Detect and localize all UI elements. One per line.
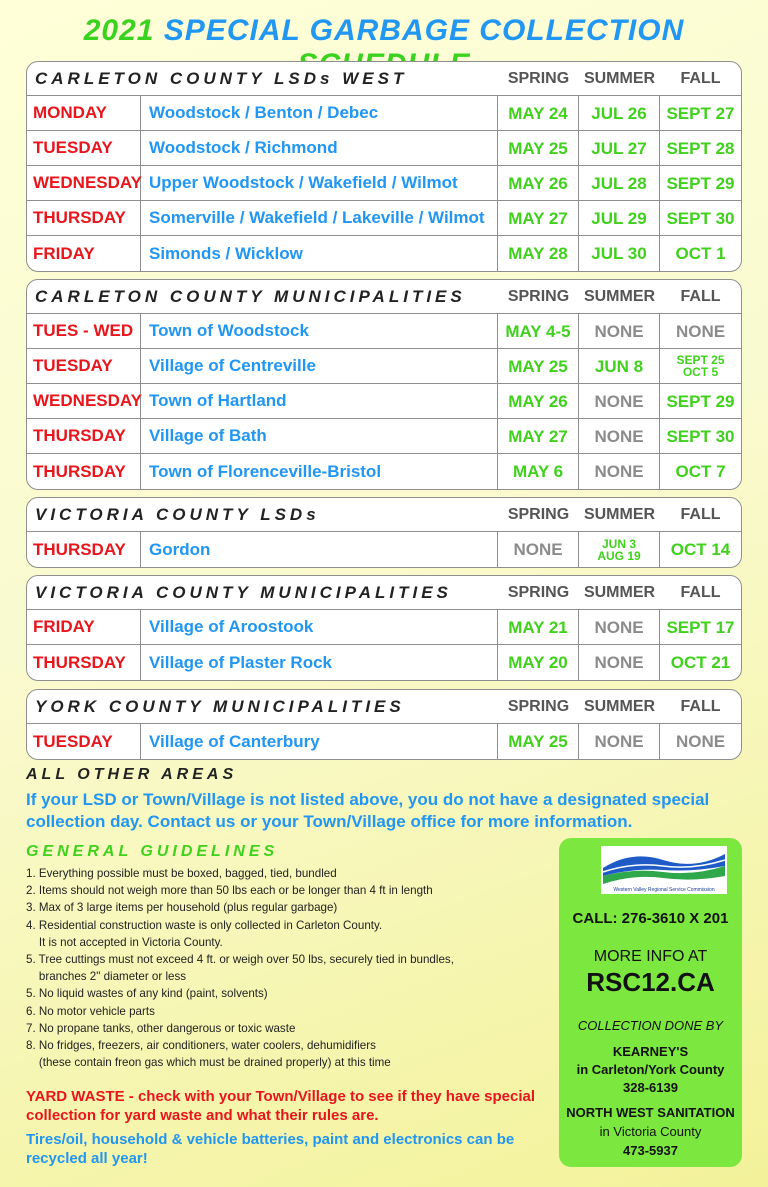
spring-date: NONE (498, 532, 579, 567)
collection-day: THURSDAY (27, 532, 141, 567)
guideline-item: 7. No propane tanks, other dangerous or toxic waste (26, 1021, 296, 1035)
spring-date: MAY 26 (498, 166, 579, 200)
section-title: CARLETON COUNTY LSDs WEST (35, 68, 408, 88)
area-name: Woodstock / Benton / Debec (141, 96, 498, 130)
spring-date: MAY 20 (498, 645, 579, 680)
schedule-row (27, 532, 741, 567)
collection-day: THURSDAY (27, 201, 141, 235)
other-areas-heading: ALL OTHER AREAS (26, 766, 238, 783)
guideline-item: 2. Items should not weigh more than 50 lbs each or be longer than 4 ft in length (26, 884, 433, 898)
fall-date: SEPT 30 (666, 426, 735, 446)
summer-date: JUN 3 AUG 19 (579, 532, 660, 567)
logo-caption: Western Valley Regional Service Commission (613, 887, 715, 893)
kearney-name: KEARNEY'S (612, 1044, 689, 1059)
area-name: Simonds / Wicklow (141, 236, 498, 271)
area-name: Village of Plaster Rock (141, 645, 498, 680)
summer-date: NONE (579, 384, 660, 418)
spring-date: MAY 24 (498, 96, 579, 130)
schedule-row (27, 166, 741, 201)
spring-date: MAY 6 (498, 454, 579, 489)
yard-waste-note: YARD WASTE - check with your Town/Village to see if they have special collection for yard waste and what their rules are. (26, 1088, 536, 1124)
other-areas-text: If your LSD or Town/Village is not listed above, you do not have a designated special collection day. Contact us or your Town/Village office for more information. (26, 790, 710, 831)
guideline-item: It is not accepted in Victoria County. (26, 935, 223, 949)
guideline-item: (these contain freon gas which must be drained properly) at this time (26, 1056, 391, 1070)
guideline-item: 4. Residential construction waste is only collected in Carleton County. (26, 918, 383, 932)
fall-date: SEPT 29 (666, 391, 735, 411)
schedule-section (26, 279, 742, 490)
collection-day: TUESDAY (27, 349, 141, 383)
summer-date: JUL 30 (579, 236, 660, 271)
spring-date: MAY 25 (498, 131, 579, 165)
season-header: SUMMER (583, 583, 656, 601)
schedule-section (26, 575, 742, 681)
season-header: FALL (680, 505, 721, 523)
section-header (27, 280, 741, 314)
collection-day: TUESDAY (27, 724, 141, 759)
schedule-row (27, 314, 741, 349)
fall-date: OCT 1 (675, 244, 726, 263)
season-header: FALL (680, 287, 721, 305)
season-header: SPRING (507, 69, 570, 87)
summer-date: NONE (579, 645, 660, 680)
schedule-row (27, 131, 741, 166)
season-header: SUMMER (583, 697, 656, 715)
spring-date: MAY 27 (498, 419, 579, 453)
section-header (27, 498, 741, 532)
season-header: SPRING (507, 287, 570, 305)
area-name: Village of Centreville (141, 349, 498, 383)
collection-day: MONDAY (27, 96, 141, 130)
area-name: Town of Florenceville-Bristol (141, 454, 498, 489)
guideline-item: 6. No motor vehicle parts (26, 1004, 155, 1018)
area-name: Woodstock / Richmond (141, 131, 498, 165)
schedule-row (27, 419, 741, 454)
contact-panel (559, 838, 742, 1167)
area-name: Town of Woodstock (141, 314, 498, 348)
summer-date: JUL 28 (579, 166, 660, 200)
schedule-section (26, 61, 742, 272)
area-name: Village of Aroostook (141, 610, 498, 644)
season-header: FALL (680, 583, 721, 601)
fall-date: SEPT 30 (666, 208, 735, 228)
season-header: SUMMER (583, 505, 656, 523)
collection-by-label: COLLECTION DONE BY (577, 1018, 724, 1033)
fall-date: SEPT 28 (666, 138, 735, 158)
fall-date: OCT 21 (670, 653, 731, 672)
nws-phone: 473-5937 (623, 1143, 678, 1158)
summer-date: NONE (579, 314, 660, 348)
guideline-item: 8. No fridges, freezers, air conditioners, water coolers, dehumidifiers (26, 1039, 376, 1053)
fall-date: SEPT 29 (666, 173, 735, 193)
fall-date: SEPT 27 (666, 103, 735, 123)
summer-date: JUL 29 (579, 201, 660, 235)
schedule-row (27, 236, 741, 271)
summer-date: NONE (579, 454, 660, 489)
schedule-section (26, 497, 742, 568)
nws-name: NORTH WEST SANITATION (566, 1105, 735, 1120)
spring-date: MAY 25 (498, 724, 579, 759)
spring-date: MAY 28 (498, 236, 579, 271)
area-name: Upper Woodstock / Wakefield / Wilmot (141, 166, 498, 200)
collection-day: THURSDAY (27, 419, 141, 453)
season-header: SUMMER (583, 69, 656, 87)
schedule-row (27, 349, 741, 384)
collection-day: WEDNESDAY (27, 166, 141, 200)
rsc-logo (601, 846, 727, 894)
summer-date: JUL 26 (579, 96, 660, 130)
schedule-section (26, 689, 742, 760)
section-header (27, 62, 741, 96)
collection-day: TUESDAY (27, 131, 141, 165)
collection-day: THURSDAY (27, 645, 141, 680)
kearney-phone: 328-6139 (623, 1080, 678, 1095)
season-header: FALL (680, 69, 721, 87)
more-info-label: MORE INFO AT (593, 948, 708, 965)
website-link[interactable]: RSC12.CA (586, 967, 715, 997)
summer-date: JUL 27 (579, 131, 660, 165)
collection-day: FRIDAY (27, 610, 141, 644)
logo-waves-icon (601, 846, 727, 886)
spring-date: MAY 27 (498, 201, 579, 235)
schedule-row (27, 724, 741, 759)
season-header: SPRING (507, 505, 570, 523)
schedule-row (27, 384, 741, 419)
collection-day: TUES - WED (27, 314, 141, 348)
schedule-row (27, 610, 741, 645)
page-title: 2021 SPECIAL GARBAGE COLLECTION (83, 14, 685, 47)
section-header (27, 576, 741, 610)
guideline-item: 1. Everything possible must be boxed, bagged, tied, bundled (26, 867, 337, 880)
spring-date: MAY 4-5 (498, 314, 579, 348)
summer-date: NONE (579, 610, 660, 644)
area-name: Somerville / Wakefield / Lakeville / Wilmot (141, 201, 498, 235)
kearney-area: in Carleton/York County (576, 1062, 725, 1077)
section-title: VICTORIA COUNTY MUNICIPALITIES (35, 582, 452, 602)
area-name: Gordon (141, 532, 498, 567)
schedule-row (27, 645, 741, 680)
fall-date: NONE (675, 321, 726, 341)
summer-date: NONE (579, 419, 660, 453)
guideline-item: branches 2" diameter or less (26, 970, 187, 984)
schedule-row (27, 96, 741, 131)
schedule-row (27, 454, 741, 489)
call-number: CALL: 276-3610 X 201 (572, 910, 729, 927)
season-header: SPRING (507, 583, 570, 601)
fall-date: NONE (675, 732, 726, 751)
area-name: Village of Canterbury (141, 724, 498, 759)
collection-day: FRIDAY (27, 236, 141, 271)
section-title: YORK COUNTY MUNICIPALITIES (35, 696, 405, 716)
season-header: SUMMER (583, 287, 656, 305)
schedule-row (27, 201, 741, 236)
fall-date: OCT 7 (675, 462, 726, 481)
season-header: FALL (680, 697, 721, 715)
area-name: Village of Bath (141, 419, 498, 453)
section-header (27, 690, 741, 724)
summer-date: NONE (579, 724, 660, 759)
spring-date: MAY 26 (498, 384, 579, 418)
guidelines-list (26, 865, 546, 1071)
spring-date: MAY 21 (498, 610, 579, 644)
recycle-note: Tires/oil, household & vehicle batteries, paint and electronics can be recycled all year! (26, 1131, 515, 1167)
section-title: CARLETON COUNTY MUNICIPALITIES (35, 286, 466, 306)
fall-date: SEPT 25 OCT 5 (676, 353, 725, 379)
area-name: Town of Hartland (141, 384, 498, 418)
collection-day: WEDNESDAY (27, 384, 141, 418)
guideline-item: 5. Tree cuttings must not exceed 4 ft. or weigh over 50 lbs, securely tied in bundles, (26, 953, 454, 967)
guideline-item: 3. Max of 3 large items per household (plus regular garbage) (26, 901, 338, 915)
fall-date: SEPT 17 (666, 617, 735, 637)
guideline-item: 5. No liquid wastes of any kind (paint, solvents) (26, 987, 268, 1001)
fall-date: OCT 14 (670, 540, 731, 559)
summer-date: JUN 8 (579, 349, 660, 383)
guidelines-heading: GENERAL GUIDELINES (26, 843, 279, 860)
collection-day: THURSDAY (27, 454, 141, 489)
section-title: VICTORIA COUNTY LSDs (35, 504, 320, 524)
season-header: SPRING (507, 697, 570, 715)
spring-date: MAY 25 (498, 349, 579, 383)
nws-area: in Victoria County (599, 1124, 702, 1139)
